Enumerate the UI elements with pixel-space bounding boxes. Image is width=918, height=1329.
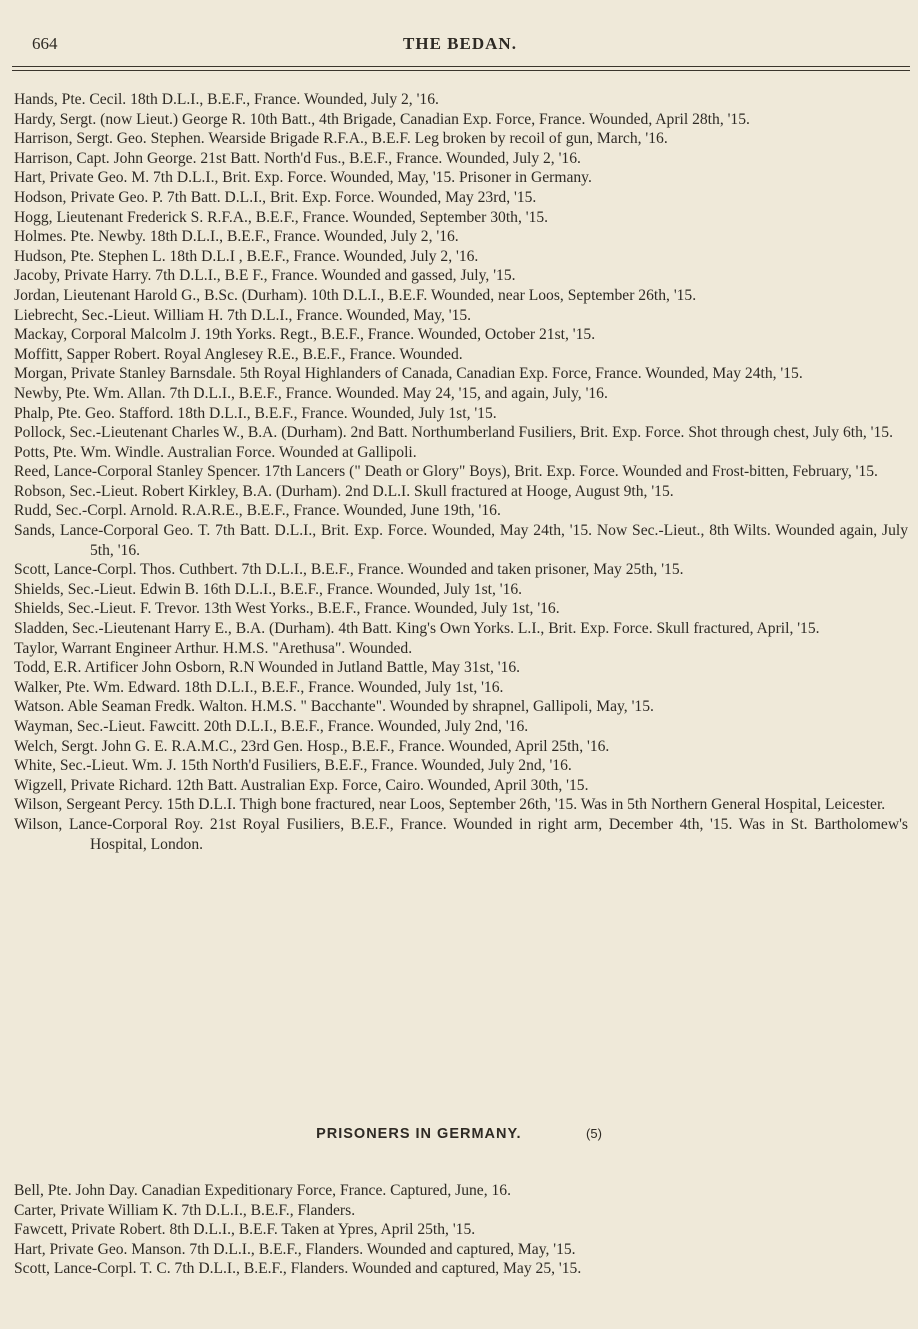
list-item: Hart, Private Geo. Manson. 7th D.L.I., B.E.F., Flanders. Wounded and captured, May, '15. xyxy=(14,1240,576,1258)
list-item: Pollock, Sec.-Lieutenant Charles W., B.A. (Durham). 2nd Batt. Northumberland Fusiliers, Brit. Exp. Force. Shot through chest, July 6th, '15. xyxy=(14,424,893,442)
section-title: PRISONERS IN GERMANY. xyxy=(316,1126,522,1142)
list-item: Bell, Pte. John Day. Canadian Expeditionary Force, France. Captured, June, 16. xyxy=(14,1182,512,1199)
list-item: Wilson, Lance-Corporal Roy. 21st Royal Fusiliers, B.E.F., France. Wounded in right arm, December 4th, '15. Was in St. Bartholomew's Hospital, London. xyxy=(14,815,908,853)
list-item: Wigzell, Private Richard. 12th Batt. Australian Exp. Force, Cairo. Wounded, April 30th, '15. xyxy=(14,776,589,794)
list-item: Sladden, Sec.-Lieutenant Harry E., B.A. (Durham). 4th Batt. King's Own Yorks. L.I., Brit. Exp. Force. Skull fractured, April, '15. xyxy=(14,620,820,638)
list-item: White, Sec.-Lieut. Wm. J. 15th North'd Fusiliers, B.E.F., France. Wounded, July 2nd, '16. xyxy=(14,757,572,775)
list-item: Robson, Sec.-Lieut. Robert Kirkley, B.A. (Durham). 2nd D.L.I. Skull fractured at Hooge, August 9th, '15. xyxy=(14,482,674,500)
list-item: Phalp, Pte. Geo. Stafford. 18th D.L.I., B.E.F., France. Wounded, July 1st, '15. xyxy=(14,404,497,422)
list-item: Scott, Lance-Corpl. T. C. 7th D.L.I., B.E.F., Flanders. Wounded and captured, May 25, '15. xyxy=(14,1260,582,1278)
list-item: Taylor, Warrant Engineer Arthur. H.M.S. "Arethusa". Wounded. xyxy=(14,639,413,657)
list-item: Reed, Lance-Corporal Stanley Spencer. 17th Lancers (" Death or Glory" Boys), Brit. Exp. Force. Wounded and Frost-bitten, February, '15. xyxy=(14,463,878,481)
list-item: Shields, Sec.-Lieut. F. Trevor. 13th West Yorks., B.E.F., France. Wounded, July 1st, '16. xyxy=(14,600,560,618)
list-item: Todd, E.R. Artificer John Osborn, R.N Wounded in Jutland Battle, May 31st, '16. xyxy=(14,659,521,677)
list-item: Wayman, Sec.-Lieut. Fawcitt. 20th D.L.I., B.E.F., France. Wounded, July 2nd, '16. xyxy=(14,718,529,735)
header-rule-top xyxy=(12,66,910,67)
list-item: Hudson, Pte. Stephen L. 18th D.L.I , B.E.F., France. Wounded, July 2, '16. xyxy=(14,247,479,265)
list-item: Harrison, Capt. John George. 21st Batt. North'd Fus., B.E.F., France. Wounded, July 2, '16. xyxy=(14,149,581,167)
list-item: Walker, Pte. Wm. Edward. 18th D.L.I., B.E.F., France. Wounded, July 1st, '16. xyxy=(14,678,504,696)
list-item: Liebrecht, Sec.-Lieut. William H. 7th D.L.I., France. Wounded, May, '15. xyxy=(14,306,472,324)
list-item: Newby, Pte. Wm. Allan. 7th D.L.I., B.E.F., France. Wounded. May 24, '15, and again, July, '16. xyxy=(14,384,608,402)
list-item: Jacoby, Private Harry. 7th D.L.I., B.E F., France. Wounded and gassed, July, '15. xyxy=(14,267,516,285)
section-count: (5) xyxy=(586,1126,602,1141)
page-header xyxy=(32,34,888,56)
wounded-list xyxy=(14,90,908,854)
header-rule-bottom xyxy=(12,70,910,71)
section-heading xyxy=(0,1125,918,1143)
list-item: Shields, Sec.-Lieut. Edwin B. 16th D.L.I., B.E.F., France. Wounded, July 1st, '16. xyxy=(14,580,523,598)
page-number: 664 xyxy=(32,34,58,53)
list-item: Welch, Sergt. John G. E. R.A.M.C., 23rd Gen. Hosp., B.E.F., France. Wounded, April 25th, '16. xyxy=(14,737,610,755)
list-item: Mackay, Corporal Malcolm J. 19th Yorks. Regt., B.E.F., France. Wounded, October 21st, '15. xyxy=(14,326,596,344)
list-item: Moffitt, Sapper Robert. Royal Anglesey R.E., B.E.F., France. Wounded. xyxy=(14,345,463,363)
list-item: Hardy, Sergt. (now Lieut.) George R. 10th Batt., 4th Brigade, Canadian Exp. Force, France. Wounded, April 28th, '15. xyxy=(14,110,750,128)
list-item: Carter, Private William K. 7th D.L.I., B.E.F., Flanders. xyxy=(14,1201,356,1219)
list-item: Potts, Pte. Wm. Windle. Australian Force. Wounded at Gallipoli. xyxy=(14,443,417,461)
list-item: Sands, Lance-Corporal Geo. T. 7th Batt. D.L.I., Brit. Exp. Force. Wounded, May 24th, '15. Now Sec.-Lieut., 8th Wilts. Wounded again, July 5th, '16. xyxy=(14,522,908,559)
list-item: Morgan, Private Stanley Barnsdale. 5th Royal Highlanders of Canada, Canadian Exp. Force, France. Wounded, May 24th, '15. xyxy=(14,365,803,383)
list-item: Watson. Able Seaman Fredk. Walton. H.M.S. " Bacchante". Wounded by shrapnel, Gallipoli, May, '15. xyxy=(14,698,654,716)
list-item: Jordan, Lieutenant Harold G., B.Sc. (Durham). 10th D.L.I., B.E.F. Wounded, near Loos, September 26th, '15. xyxy=(14,286,697,304)
list-item: Hart, Private Geo. M. 7th D.L.I., Brit. Exp. Force. Wounded, May, '15. Prisoner in Germany. xyxy=(14,169,592,187)
list-item: Hogg, Lieutenant Frederick S. R.F.A., B.E.F., France. Wounded, September 30th, '15. xyxy=(14,208,549,226)
list-item: Hands, Pte. Cecil. 18th D.L.I., B.E.F., France. Wounded, July 2, '16. xyxy=(14,91,439,108)
prisoner-list xyxy=(14,1181,908,1279)
list-item: Harrison, Sergt. Geo. Stephen. Wearside Brigade R.F.A., B.E.F. Leg broken by recoil of gun, March, '16. xyxy=(14,130,668,148)
list-item: Fawcett, Private Robert. 8th D.L.I., B.E.F. Taken at Ypres, April 25th, '15. xyxy=(14,1221,476,1239)
list-item: Wilson, Sergeant Percy. 15th D.L.I. Thigh bone fractured, near Loos, September 26th, '15. Was in 5th Northern General Hospital, Leicester. xyxy=(14,796,886,814)
list-item: Holmes. Pte. Newby. 18th D.L.I., B.E.F., France. Wounded, July 2, '16. xyxy=(14,228,459,246)
running-title: THE BEDAN. xyxy=(403,34,517,53)
list-item: Rudd, Sec.-Corpl. Arnold. R.A.R.E., B.E.F., France. Wounded, June 19th, '16. xyxy=(14,502,501,520)
list-item: Hodson, Private Geo. P. 7th Batt. D.L.I., Brit. Exp. Force. Wounded, May 23rd, '15. xyxy=(14,188,537,206)
list-item: Scott, Lance-Corpl. Thos. Cuthbert. 7th D.L.I., B.E.F., France. Wounded and taken prisoner, May 25th, '15. xyxy=(14,561,684,579)
